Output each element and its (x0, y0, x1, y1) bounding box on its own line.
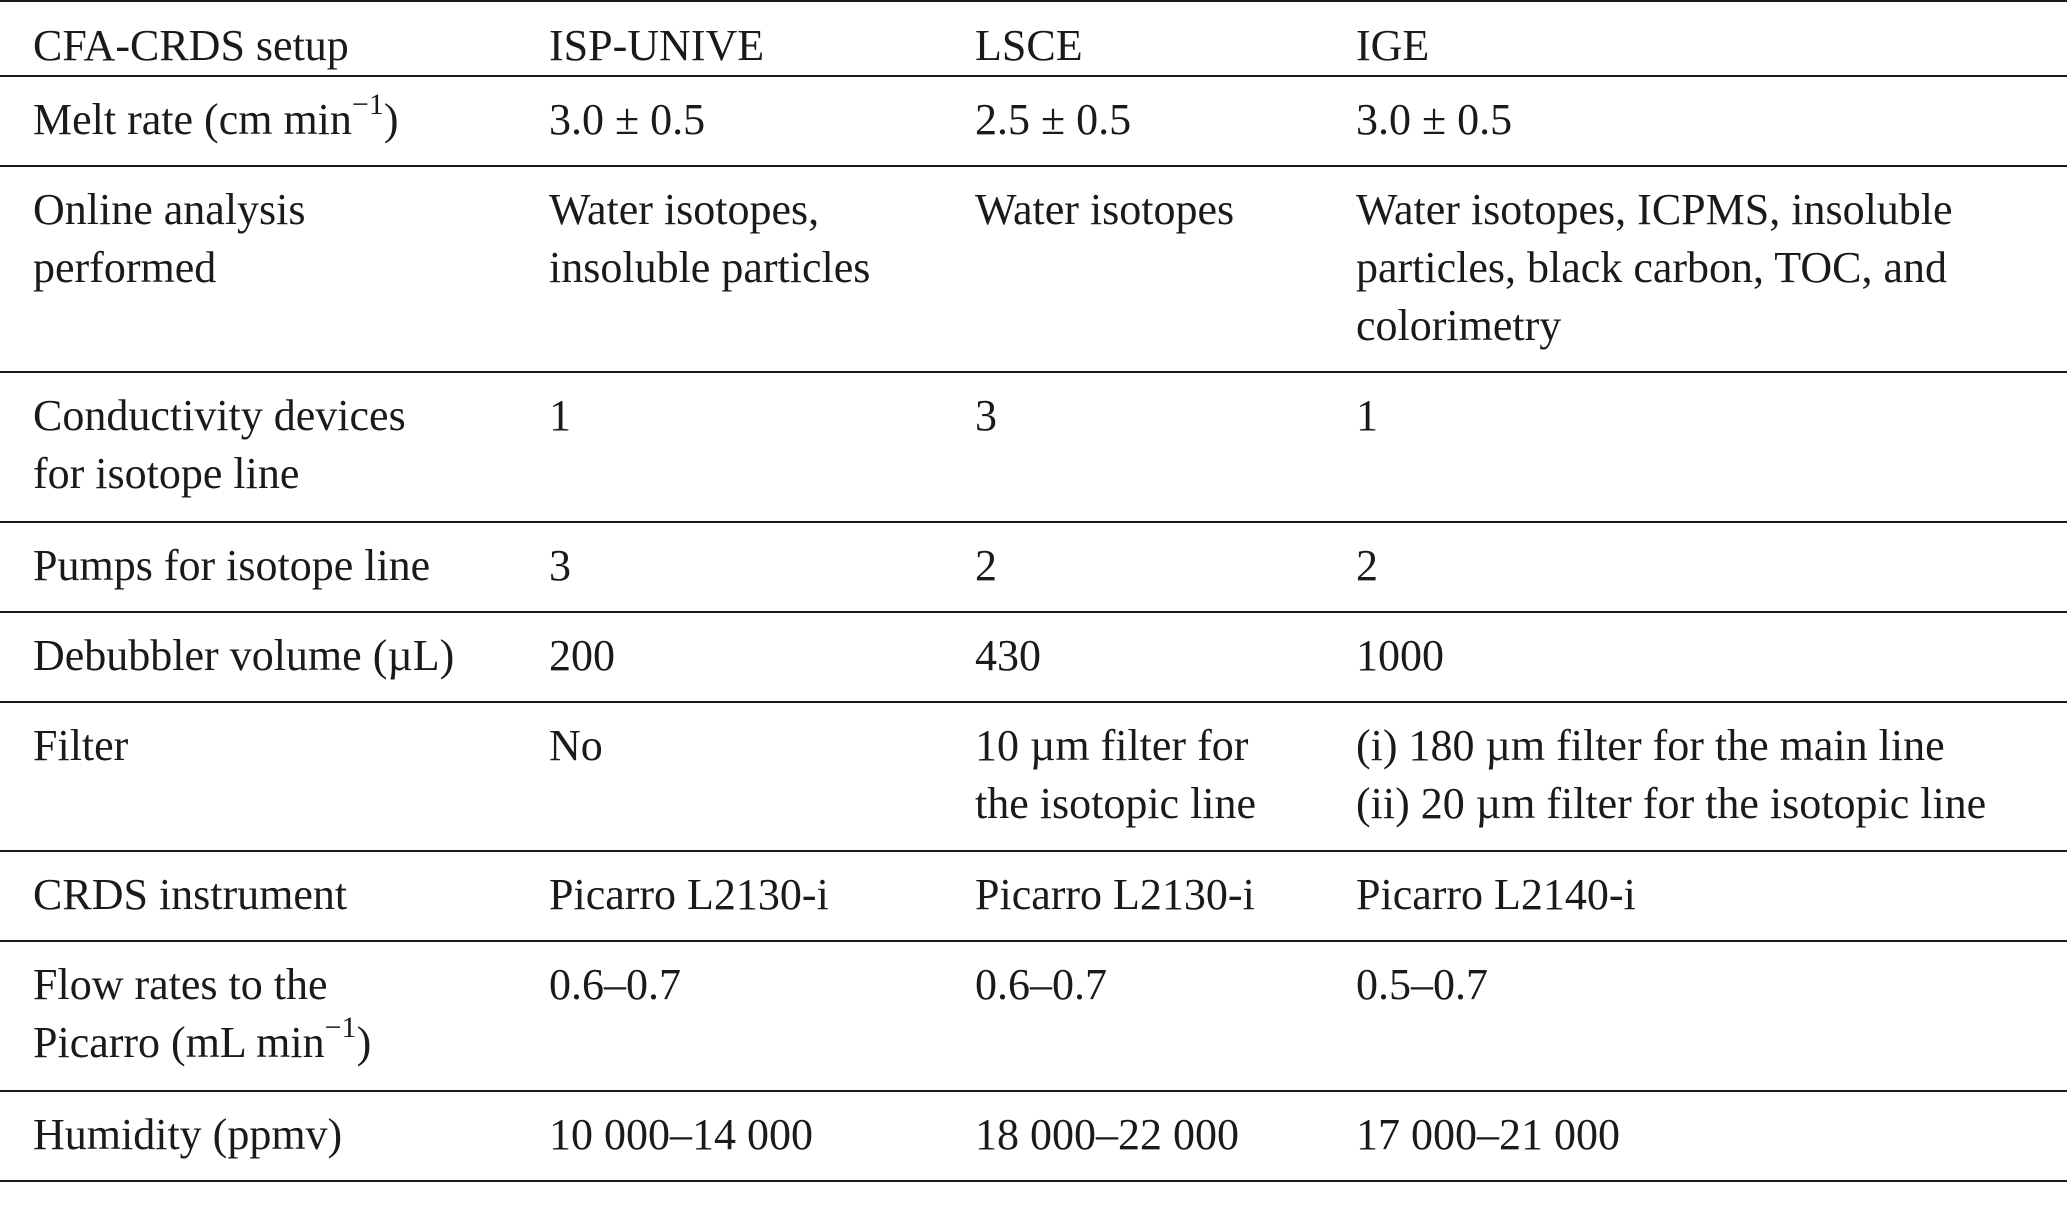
cell-lsce: Water isotopes (942, 166, 1323, 372)
table-header (0, 1, 2067, 76)
label-text: Picarro (mL min (33, 1018, 325, 1067)
row-label: Filter (0, 702, 516, 851)
cell-isp-unive: 10 000–14 000 (516, 1091, 942, 1181)
cell-lsce: 18 000–22 000 (942, 1091, 1323, 1181)
label-text: Melt rate (cm min (33, 95, 352, 144)
label-line: Flow rates to the (33, 960, 328, 1009)
cell-line: 10 µm filter for (975, 721, 1249, 770)
label-line: Conductivity devices (33, 391, 406, 440)
cell-lsce: 2 (942, 522, 1323, 612)
header-isp-unive: ISP-UNIVE (516, 1, 942, 76)
cell-line: (i) 180 µm filter for the main line (1356, 721, 1945, 770)
row-label (0, 166, 516, 372)
cell-line: the isotopic line (975, 779, 1257, 828)
cell-ige: 0.5–0.7 (1323, 941, 2067, 1091)
cell-ige (1323, 166, 2067, 372)
cell-ige (1323, 702, 2067, 851)
cell-line: Water isotopes, (549, 185, 820, 234)
table-row-crds-instrument (0, 851, 2067, 941)
label-end: ) (356, 1018, 372, 1067)
cell-isp-unive: Picarro L2130-i (516, 851, 942, 941)
cell-line: (ii) 20 µm filter for the isotopic line (1356, 779, 1987, 828)
label-line: performed (33, 243, 217, 292)
cell-ige: 3.0 ± 0.5 (1323, 76, 2067, 166)
cell-isp-unive: 200 (516, 612, 942, 702)
row-label (0, 941, 516, 1091)
cell-lsce: Picarro L2130-i (942, 851, 1323, 941)
cell-isp-unive: 3 (516, 522, 942, 612)
row-label: Pumps for isotope line (0, 522, 516, 612)
row-label: Humidity (ppmv) (0, 1091, 516, 1181)
cell-isp-unive: 1 (516, 372, 942, 522)
table-row-humidity (0, 1091, 2067, 1181)
label-superscript: −1 (324, 1011, 357, 1044)
cell-line: particles, black carbon, TOC, and (1356, 243, 1947, 292)
cell-ige: 1000 (1323, 612, 2067, 702)
table-row-conductivity (0, 372, 2067, 522)
cell-line: insoluble particles (549, 243, 871, 292)
table-row-filter (0, 702, 2067, 851)
cell-isp-unive: No (516, 702, 942, 851)
cell-line: Water isotopes, ICPMS, insoluble (1356, 185, 1953, 234)
row-label (0, 76, 516, 166)
cell-ige: 1 (1323, 372, 2067, 522)
header-lsce: LSCE (942, 1, 1323, 76)
label-line: for isotope line (33, 449, 300, 498)
cell-isp-unive (516, 166, 942, 372)
row-label (0, 372, 516, 522)
cell-ige: 2 (1323, 522, 2067, 612)
cell-isp-unive: 0.6–0.7 (516, 941, 942, 1091)
header-row (0, 1, 2067, 76)
cell-line: colorimetry (1356, 301, 1562, 350)
row-label: CRDS instrument (0, 851, 516, 941)
table-body (0, 76, 2067, 1181)
cell-lsce: 430 (942, 612, 1323, 702)
cell-lsce: 2.5 ± 0.5 (942, 76, 1323, 166)
label-line: Online analysis (33, 185, 306, 234)
table-row-pumps (0, 522, 2067, 612)
table-row-melt-rate (0, 76, 2067, 166)
row-label: Debubbler volume (µL) (0, 612, 516, 702)
table-row-online-analysis (0, 166, 2067, 372)
cell-ige: Picarro L2140-i (1323, 851, 2067, 941)
cell-lsce: 0.6–0.7 (942, 941, 1323, 1091)
cell-lsce (942, 702, 1323, 851)
label-line (33, 1011, 516, 1072)
cell-isp-unive: 3.0 ± 0.5 (516, 76, 942, 166)
cell-lsce: 3 (942, 372, 1323, 522)
cell-ige: 17 000–21 000 (1323, 1091, 2067, 1181)
header-ige: IGE (1323, 1, 2067, 76)
label-end: ) (383, 95, 399, 144)
header-setup: CFA-CRDS setup (0, 1, 516, 76)
label-superscript: −1 (351, 88, 384, 121)
table-row-flow-rates (0, 941, 2067, 1091)
table-row-debubbler (0, 612, 2067, 702)
